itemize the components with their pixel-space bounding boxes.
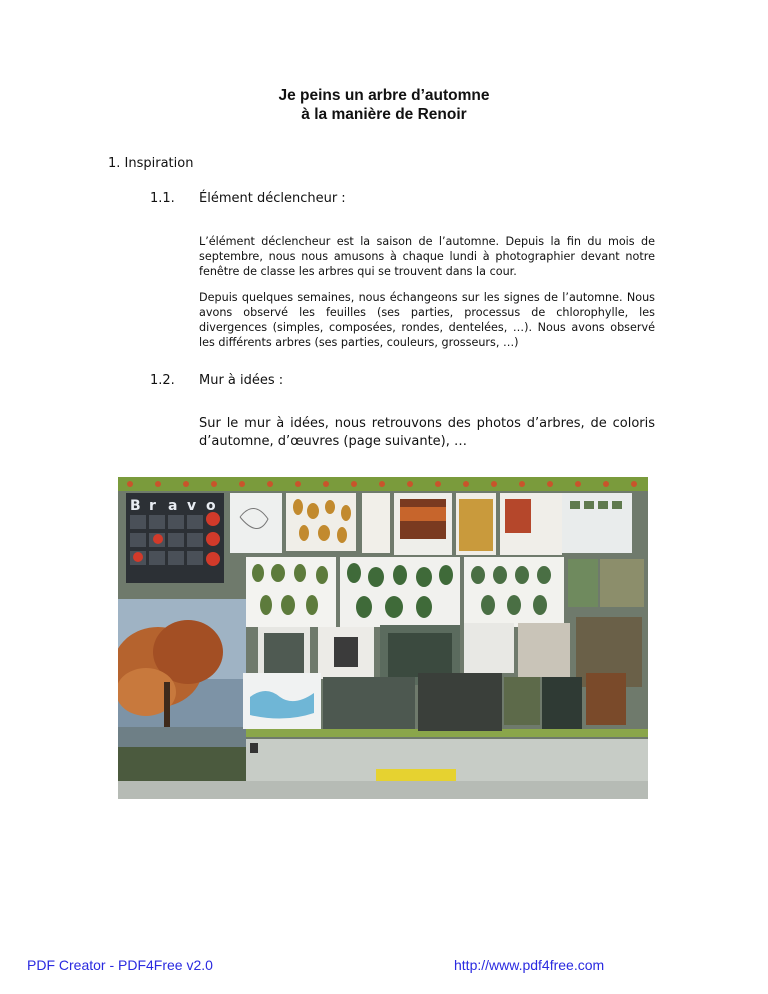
footer-url-link[interactable]: http://www.pdf4free.com <box>454 957 605 973</box>
bravo-letter-r: r <box>149 498 156 514</box>
section-heading-mur-a-idees: Mur à idées : <box>199 373 284 388</box>
bravo-letter-b: B <box>130 498 141 514</box>
section-heading-inspiration: 1. Inspiration <box>108 156 194 171</box>
bravo-letter-v: v <box>187 498 197 514</box>
section-number-1-2: 1.2. <box>150 373 175 388</box>
bravo-letter-a: a <box>168 498 178 514</box>
title-line-1: Je peins un arbre d’automne <box>278 87 490 104</box>
paragraph-declencheur-1: L’élément déclencheur est la saison de l’automne. Depuis la fin du mois de septembre, nous nous amusons à chaque lundi à photographier devant notre fenêtre de classe les arbres qui se trouvent dans la cour. <box>199 235 655 278</box>
document-title <box>0 86 768 124</box>
paragraph-declencheur-2: Depuis quelques semaines, nous échangeons sur les signes de l’automne. Nous avons observé les feuilles (ses parties, processus de chlorophylle, les divergences (simples, composées, rondes, dentelées, …). Nous avons observé les différents arbres (ses parties, couleurs, grosseurs, …) <box>199 291 655 349</box>
section-number-1-1: 1.1. <box>150 191 175 206</box>
idea-wall-photo <box>118 477 648 799</box>
title-line-2: à la manière de Renoir <box>301 106 467 123</box>
section-heading-element-declencheur: Élément déclencheur : <box>199 191 346 206</box>
footer-pdf-creator: PDF Creator - PDF4Free v2.0 <box>27 957 213 973</box>
bravo-letter-o: o <box>206 498 216 514</box>
paragraph-mur-a-idees: Sur le mur à idées, nous retrouvons des photos d’arbres, de coloris d’automne, d’œuvres (page suivante), … <box>199 416 655 449</box>
